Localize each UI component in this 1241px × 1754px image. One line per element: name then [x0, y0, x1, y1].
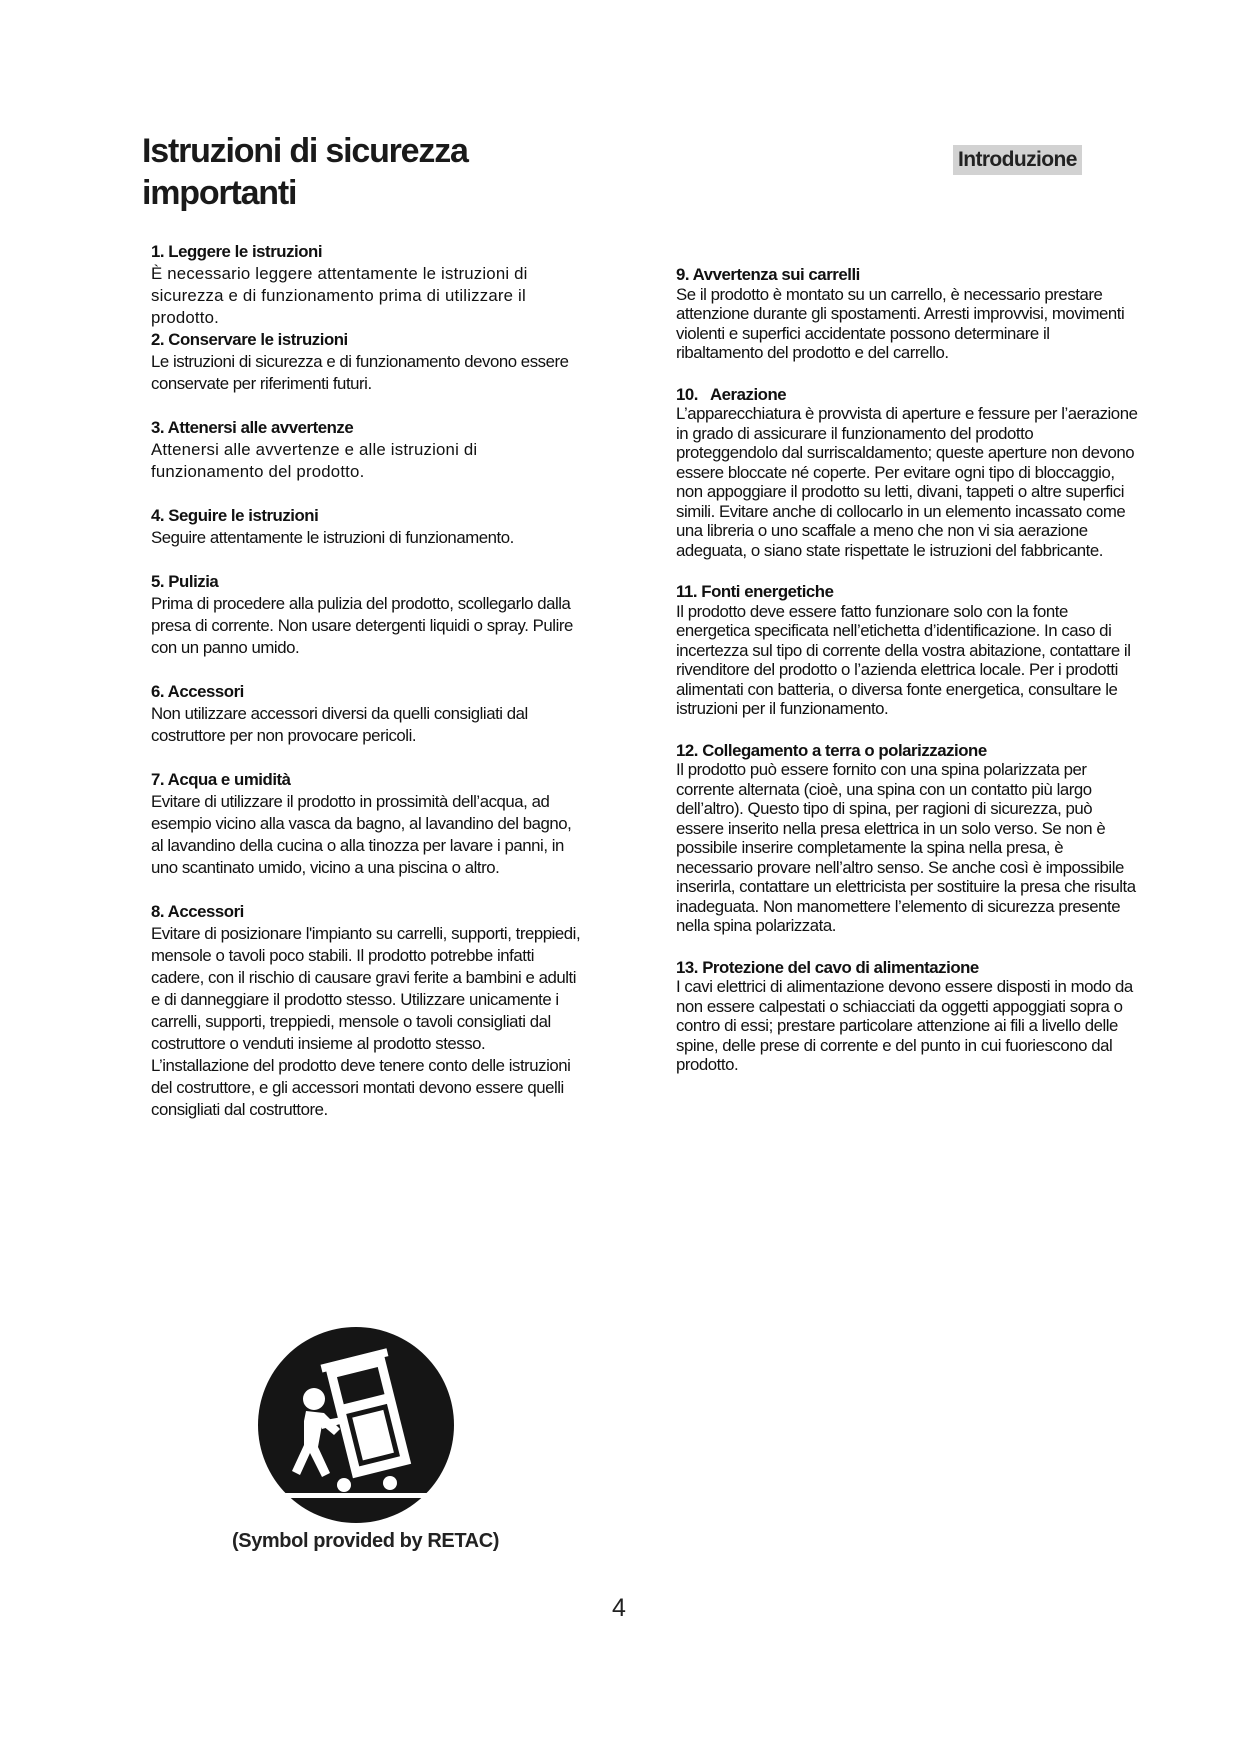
section-title: 4. Seguire le istruzioni: [151, 506, 319, 525]
section-title: 9. Avvertenza sui carrelli: [676, 265, 860, 284]
section-7: [151, 769, 583, 879]
section-title: 6. Accessori: [151, 682, 244, 701]
section-body: L’apparecchiatura è provvista di aperture e fessure per l’aerazione in grado di assicurare il funzionamento del prodotto proteggendolo dal surriscaldamento; queste aperture non devono essere bloccate né coperte. Per evitare ogni tipo di bloccaggio, non appoggiare il prodotto su letti, divani, tappeti o altre superfici simili. Evitare anche di collocarlo in un elemento incassato come una libreria o uno scaffale a meno che non vi sia aerazione adeguata, o siano state rispettate le istruzioni del fabbricante.: [676, 404, 1138, 560]
section-body: I cavi elettrici di alimentazione devono essere disposti in modo da non essere calpestati o schiacciati da oggetti appoggiati sopra o contro di essi; prestare particolare attenzione ai fili a livello delle spine, delle prese di corrente e del punto in cui fuoriescono dal prodotto.: [676, 977, 1133, 1074]
section-title: 2. Conservare le istruzioni: [151, 330, 348, 349]
section-title: 13. Protezione del cavo di alimentazione: [676, 957, 979, 977]
section-title: 8. Accessori: [151, 902, 244, 921]
page-title: [142, 130, 662, 214]
section-title: 7. Acqua e umidità: [151, 770, 291, 789]
section-body: Il prodotto deve essere fatto funzionare solo con la fonte energetica specificata nell’etichetta d’identificazione. In caso di incertezza sul tipo di corrente della vostra abitazione, contattare il rivenditore del prodotto o l’azienda elettrica locale. Per i prodotti alimentati con batteria, o diversa fonte energetica, consultare le istruzioni per il funzionamento.: [676, 601, 1131, 718]
section-11: [676, 582, 1138, 719]
section-title: 3. Attenersi alle avvertenze: [151, 418, 354, 437]
section-body: Non utilizzare accessori diversi da quelli consigliati dal costruttore per non provocare pericoli.: [151, 704, 528, 745]
section-4: [151, 505, 583, 549]
section-9: [676, 265, 1138, 363]
section-12: [676, 741, 1138, 936]
section-1: [151, 241, 583, 329]
page-number: 4: [612, 1594, 626, 1622]
section-body: Evitare di posizionare l'impianto su carrelli, supporti, treppiedi, mensole o tavoli poco stabili. Il prodotto potrebbe infatti cadere, con il rischio di causare gravi ferite a bambini e adulti e di danneggiare il prodotto stesso. Utilizzare unicamente i carrelli, supporti, treppiedi, mensole o tavoli consigliati dal costruttore o venduti insieme al prodotto stesso. L’installazione del prodotto deve tenere conto delle istruzioni del costruttore, e gli accessori montati devono essere quelli consigliati dal costruttore.: [151, 924, 581, 1119]
page-title-line-2: importanti: [142, 174, 297, 212]
section-8: [151, 901, 583, 1121]
section-body: Prima di procedere alla pulizia del prodotto, scollegarlo dalla presa di corrente. Non usare detergenti liquidi o spray. Pulire con un panno umido.: [151, 594, 573, 657]
section-body: Le istruzioni di sicurezza e di funzionamento devono essere conservate per riferimenti futuri.: [151, 352, 569, 393]
section-title: 1. Leggere le istruzioni: [151, 242, 323, 261]
left-column: [151, 241, 583, 1143]
right-column: [676, 265, 1138, 1097]
section-title: 11. Fonti energetiche: [676, 582, 834, 601]
section-body: Evitare di utilizzare il prodotto in prossimità dell’acqua, ad esempio vicino alla vasca da bagno, al lavandino del bagno, al lavandino della cucina o alla tinozza per lavare i panni, in uno scantinato umido, vicino a una piscina o altro.: [151, 792, 572, 877]
section-3: [151, 417, 583, 483]
page-title-line-1: Istruzioni di sicurezza: [142, 132, 468, 170]
symbol-caption: (Symbol provided by RETAC): [232, 1530, 500, 1552]
section-body: Il prodotto può essere fornito con una spina polarizzata per corrente alternata (cioè, una spina con un contatto più largo dell’altro). Questo tipo di spina, per ragioni di sicurezza, può essere inserito nella presa elettrica in un solo verso. Se non è possibile inserire completamente la spina nella presa, è necessario provare nell’altro senso. Se anche così è impossibile inserirla, contattare un elettricista per sostituire la presa che risulta inadeguata. Non manomettere l’elemento di sicurezza presente nella spina polarizzata.: [676, 760, 1136, 935]
section-5: [151, 571, 583, 659]
section-title: 10. Aerazione: [676, 384, 787, 404]
section-badge: Introduzione: [953, 145, 1082, 175]
cart-tip-over-warning-icon: [256, 1325, 456, 1525]
section-title: 12. Collegamento a terra o polarizzazione: [676, 740, 987, 760]
section-body: Seguire attentamente le istruzioni di funzionamento.: [151, 528, 514, 547]
section-10: [676, 385, 1138, 561]
section-2: [151, 329, 583, 395]
section-body: Se il prodotto è montato su un carrello, è necessario prestare attenzione durante gli spostamenti. Arresti improvvisi, movimenti violenti e superfici accidentate possono determinare il ribaltamento del prodotto e del carrello.: [676, 284, 1125, 362]
section-6: [151, 681, 583, 747]
section-body: Attenersi alle avvertenze e alle istruzioni di funzionamento del prodotto.: [151, 440, 478, 481]
section-body: È necessario leggere attentamente le istruzioni di sicurezza e di funzionamento prima di utilizzare il prodotto.: [151, 264, 528, 327]
section-13: [676, 958, 1138, 1075]
section-title: 5. Pulizia: [151, 572, 219, 591]
